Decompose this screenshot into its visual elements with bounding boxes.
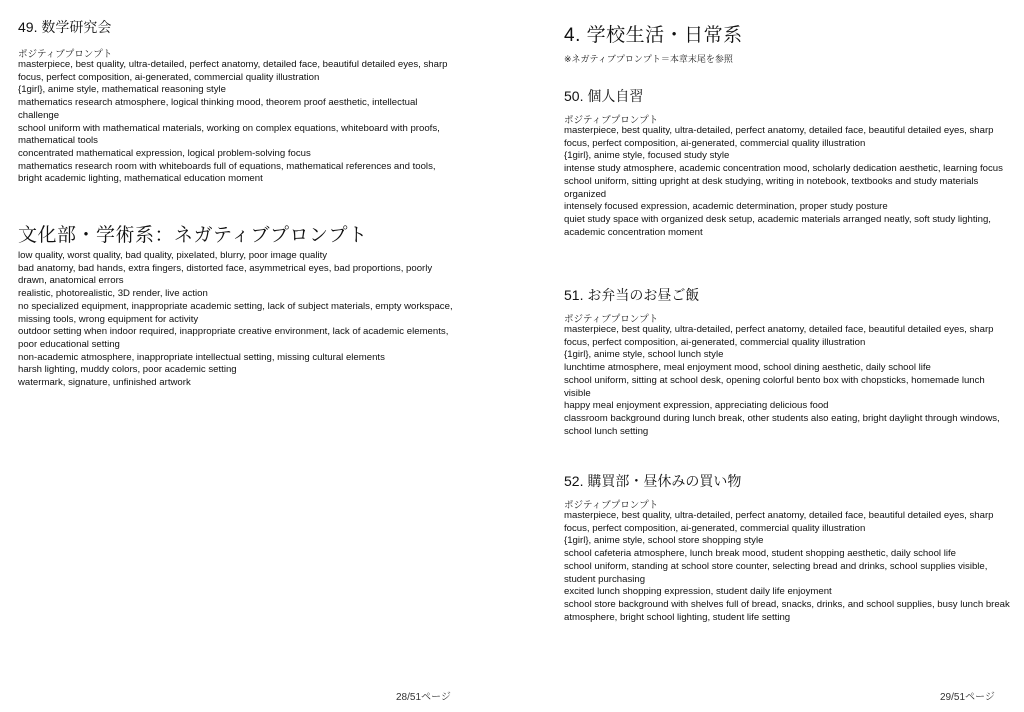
section-49-title: 49. 数学研究会	[18, 19, 112, 35]
prompt-line: {1girl}, anime style, mathematical reasoning style	[18, 84, 226, 96]
negative-prompt	[18, 250, 463, 390]
prompt-line: intensely focused expression, academic determination, proper study posture	[564, 201, 888, 213]
section-50-prompt	[564, 125, 1004, 239]
section-51-positive-label: ポジティブプロンプト	[564, 314, 659, 325]
section-51-title: 51. お弁当のお昼ご飯	[564, 287, 700, 303]
prompt-line: masterpiece, best quality, ultra-detailed, perfect anatomy, detailed face, beautiful detailed eyes, sharp focus, perfect composition, ai-generated, commercial quality illustration	[564, 510, 994, 534]
prompt-line: school uniform, sitting upright at desk studying, writing in notebook, textbooks and study materials organized	[564, 175, 979, 200]
section-52-positive-label: ポジティブプロンプト	[564, 500, 659, 511]
prompt-line: no specialized equipment, inappropriate academic setting, lack of subject materials, empty workspace, missing tools, wrong equipment for activity	[18, 300, 453, 325]
chapter-title: 4. 学校生活・日常系	[564, 25, 743, 46]
prompt-line: outdoor setting when indoor required, inappropriate creative environment, lack of academic elements, poor educational setting	[18, 326, 449, 350]
prompt-line: {1girl}, anime style, school store shopping style	[564, 535, 764, 547]
section-51-prompt	[564, 324, 1004, 438]
prompt-line: low quality, worst quality, bad quality, pixelated, blurry, poor image quality	[18, 250, 328, 261]
prompt-line: quiet study space with organized desk setup, academic materials arranged neatly, soft study lighting, academic concentration moment	[564, 213, 991, 238]
prompt-line: happy meal enjoyment expression, appreciating delicious food	[564, 400, 829, 412]
prompt-line: school cafeteria atmosphere, lunch break mood, student shopping aesthetic, daily school life	[564, 548, 956, 560]
prompt-line: {1girl}, anime style, focused study style	[564, 150, 730, 162]
page-29	[564, 0, 1014, 712]
prompt-line: school uniform with mathematical materials, working on complex equations, whiteboard with proofs, mathematical tools	[18, 122, 440, 147]
prompt-line: concentrated mathematical expression, logical problem-solving focus	[18, 147, 311, 159]
prompt-line: mathematics research atmosphere, logical thinking mood, theorem proof aesthetic, intellectual challenge	[18, 97, 418, 121]
prompt-line: {1girl}, anime style, school lunch style	[564, 349, 724, 361]
prompt-line: mathematics research room with whiteboards full of equations, mathematical references and tools, bright academic lighting, mathematical education moment	[18, 160, 436, 185]
prompt-line: masterpiece, best quality, ultra-detailed, perfect anatomy, detailed face, beautiful detailed eyes, sharp focus, perfect composition, ai-generated, commercial quality illustration	[564, 125, 994, 149]
section-52-prompt	[564, 510, 1012, 624]
section-49-positive-label: ポジティブプロンプト	[18, 49, 113, 60]
prompt-line: school uniform, sitting at school desk, opening colorful bento box with chopsticks, homemade lunch visible	[564, 374, 985, 399]
prompt-line: realistic, photorealistic, 3D render, live action	[18, 288, 208, 300]
section-50-title: 50. 個人自習	[564, 88, 644, 104]
prompt-line: lunchtime atmosphere, meal enjoyment mood, school dining aesthetic, daily school life	[564, 362, 931, 374]
prompt-line: watermark, signature, unfinished artwork	[18, 377, 191, 389]
prompt-line: school store background with shelves full of bread, snacks, drinks, and school supplies, busy lunch break atmosphere, bright school lighting, student life setting	[564, 598, 1010, 623]
page-28	[18, 0, 498, 712]
prompt-line: masterpiece, best quality, ultra-detailed, perfect anatomy, detailed face, beautiful detailed eyes, sharp focus, perfect composition, ai-generated, commercial quality illustration	[564, 324, 994, 348]
section-52-title: 52. 購買部・昼休みの買い物	[564, 473, 742, 489]
section-50-positive-label: ポジティブプロンプト	[564, 115, 659, 126]
prompt-line: masterpiece, best quality, ultra-detailed, perfect anatomy, detailed face, beautiful detailed eyes, sharp focus, perfect composition, ai-generated, commercial quality illustration	[18, 59, 448, 83]
page-number-left: 28/51ページ	[396, 692, 451, 703]
prompt-line: harsh lighting, muddy colors, poor academic setting	[18, 364, 237, 376]
prompt-line: bad anatomy, bad hands, extra fingers, distorted face, asymmetrical eyes, bad proportions, poorly drawn, anatomical errors	[18, 262, 433, 287]
chapter-note: ※ネガティブプロンプト＝本章末尾を参照	[564, 54, 733, 64]
section-49-prompt	[18, 59, 458, 186]
prompt-line: classroom background during lunch break, other students also eating, bright daylight through windows, school lunch setting	[564, 412, 1000, 437]
prompt-line: intense study atmosphere, academic concentration mood, scholarly dedication aesthetic, learning focus	[564, 163, 1003, 175]
page-number-right: 29/51ページ	[940, 692, 995, 703]
prompt-line: non-academic atmosphere, inappropriate intellectual setting, missing cultural elements	[18, 351, 385, 363]
prompt-line: excited lunch shopping expression, student daily life enjoyment	[564, 586, 832, 598]
prompt-line: school uniform, standing at school store counter, selecting bread and drinks, school supplies visible, student purchasing	[564, 560, 988, 585]
negative-prompt-title: 文化部・学術系：ネガティブプロンプト	[18, 225, 368, 246]
